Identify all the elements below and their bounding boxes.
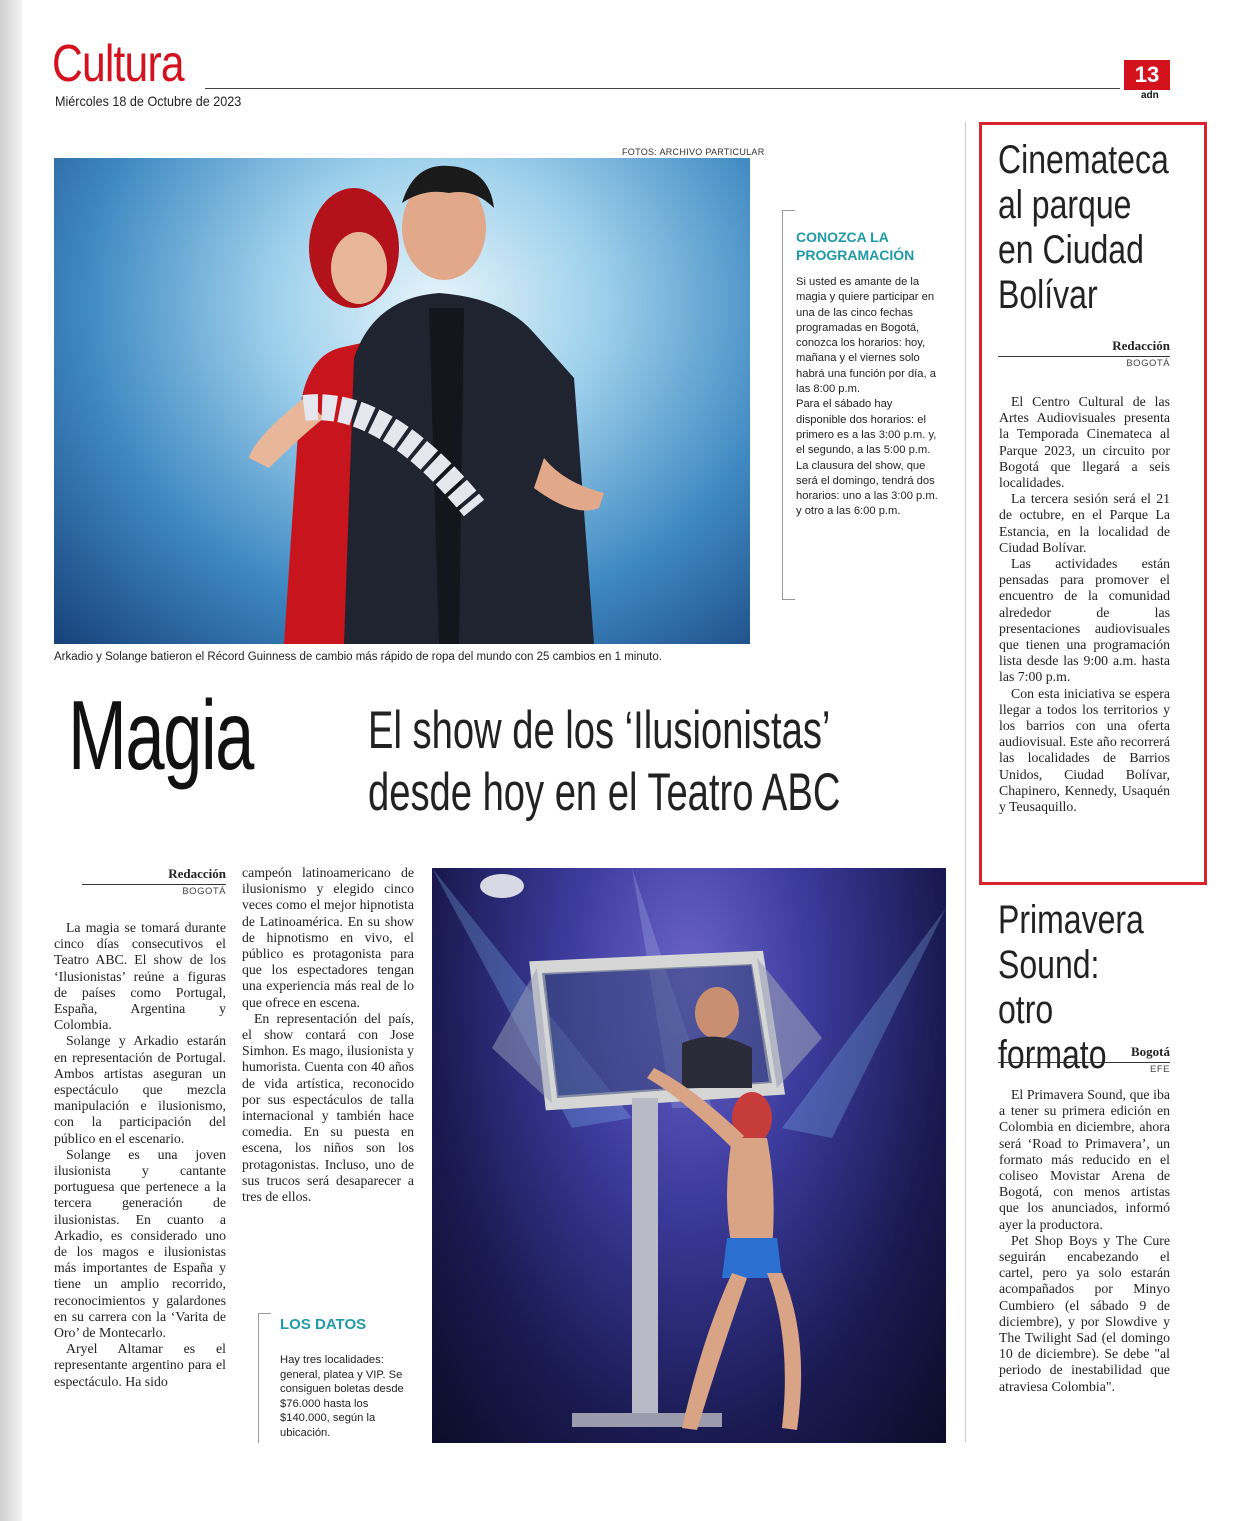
programacion-body: Si usted es amante de la magia y quiere participar en una de las cinco fechas programadas en Bogotá, conozca los horarios: hoy, mañana y el viernes solo habrá una función por día, a las 8:00 p.m. Para el sábado hay disponible dos horarios: el primero es a las 3:00 p.m. y, el segundo, a las 5:00 p.m. La clausura del show, que será el domingo, tendrá dos horarios: uno a las 3:00 p.m. y otro a las 6:00 p.m. <box>796 276 938 518</box>
byline-author: Redacción <box>1112 338 1170 353</box>
byline-location: BOGOTÁ <box>82 884 226 897</box>
issue-date: Miércoles 18 de Octubre de 2023 <box>55 93 242 109</box>
page-number-badge: 13 <box>1124 60 1170 90</box>
byline-author: Redacción <box>168 866 226 881</box>
header-rule <box>205 88 1120 89</box>
paragraph: Pet Shop Boys y The Cure seguirán encabezando el cartel, pero ya solo estarán acompañados por Minyo Cumbiero (el sábado 9 de diciembre), y por Slowdive y The Twilight Sad (el domingo 10 de diciembre). Se debe "al periodo de inestabilidad que atraviesa Colombia". <box>999 1232 1170 1394</box>
paragraph: El Centro Cultural de las Artes Audiovisuales presenta la Temporada Cinemateca al Parque 2023, un circuito por Bogotá que llegará a seis localidades. <box>999 394 1170 491</box>
paragraph: campeón latinoamericano de ilusionismo y elegido cinco veces como el mejor hipnotista de Latinoamérica. En su show de hipnotismo en vivo, el público es protagonista para que los espectadores tengan una experiencia más real de lo que ofrece en escena. <box>242 865 414 1010</box>
paragraph: El Primavera Sound, que iba a tener su primera edición en Colombia en diciembre, ahora será ‘Road to Primavera’, un formato más reducido en el coliseo Movistar Arena de Bogotá, con menos artistas que los anunciados, informó ayer la productora. <box>999 1087 1170 1232</box>
stage-illusion-photo <box>432 868 946 1443</box>
paragraph: Las actividades están pensadas para promover el encuentro de la comunidad alrededor de las presentaciones audiovisuales que tienen una programación lista desde las 9:00 a.m. hasta las 7:00 p.m. <box>999 556 1170 685</box>
column-divider <box>965 122 966 1442</box>
byline-author: Bogotá <box>1131 1044 1170 1059</box>
datos-body: Hay tres localidades: general, platea y VIP. Se consiguen boletas desde $76.000 hasta los $140.000, según la ubicación. <box>280 1354 404 1439</box>
cinemateca-byline <box>998 338 1170 369</box>
primavera-headline: Primavera Sound: otro formato <box>998 898 1144 1077</box>
paragraph: En representación del país, el show contará con Jose Simhon. Es mago, ilusionista y humorista. Cuenta con 40 años de vida artística, reconocido por sus espectáculos de talla internacional y también hace comedia. En su puesta en escena, los niños son los protagonistas. Incluso, uno de sus trucos será desaparecer a tres de ellos. <box>242 1010 414 1205</box>
frame-tick <box>259 1313 271 1314</box>
paragraph: Con esta iniciativa se espera llegar a todos los territorios y los barrios con una oferta audiovisual. Este año recorrerá las localidades de Barrios Unidos, Ciudad Bolívar, Chapinero, Kennedy, Usaquén y Teusaquillo. <box>999 685 1170 815</box>
brand-logo: adn <box>1141 90 1159 101</box>
paragraph: La tercera sesión será el 21 de octubre, en el Parque La Estancia, en la localidad de Ciudad Bolívar. <box>999 491 1170 555</box>
main-byline <box>82 866 226 897</box>
article-column-1 <box>54 920 226 1390</box>
primavera-body <box>999 1087 1170 1395</box>
frame-tick <box>783 599 795 600</box>
paragraph: Solange es una joven ilusionista y cantante portuguesa que pertenece a la tercera generación de ilusionistas. En cuanto a Arkadio, es considerado uno de los magos e ilusionistas más importantes de España y tiene un amplio recorrido, reconocimientos y galardones en su carrera con la ‘Varita de Oro’ de Montecarlo. <box>54 1146 226 1341</box>
datos-title: LOS DATOS <box>280 1316 367 1333</box>
photo-caption: Arkadio y Solange batieron el Récord Guinness de cambio más rápido de ropa del mundo con 25 cambios en 1 minuto. <box>54 651 662 663</box>
stage-illusion-illustration <box>432 868 946 1443</box>
magicians-portrait-photo <box>54 158 750 644</box>
article-kicker: Magia <box>68 680 253 790</box>
paragraph: Aryel Altamar es el representante argentino para el espectáculo. Ha sido <box>54 1341 226 1389</box>
cinemateca-body <box>999 394 1170 815</box>
cinemateca-headline: Cinemateca al parque en Ciudad Bolívar <box>998 138 1169 317</box>
frame-tick <box>783 210 795 211</box>
programacion-title: CONOZCA LA PROGRAMACIÓN <box>796 229 915 263</box>
section-title: Cultura <box>52 35 184 93</box>
page-edge-shadow <box>0 0 22 1521</box>
byline-location: EFE <box>998 1062 1170 1075</box>
paragraph: La magia se tomará durante cinco días consecutivos el Teatro ABC. El show de los ‘Ilusionistas’ reúne a figuras de países como Portugal, España, Argentina y Colombia. <box>54 920 226 1033</box>
paragraph: Solange y Arkadio estarán en representación de Portugal. Ambos artistas aseguran un espectáculo que mezcla manipulación e ilusionismo, con la participación del público en el escenario. <box>54 1033 226 1146</box>
article-headline: El show de los ‘Ilusionistas’ desde hoy en el Teatro ABC <box>368 701 841 822</box>
primavera-byline <box>998 1044 1170 1075</box>
photo-credit: FOTOS: ARCHIVO PARTICULAR <box>622 147 765 157</box>
byline-location: BOGOTÁ <box>998 356 1170 369</box>
article-column-2 <box>242 865 414 1205</box>
magicians-portrait-illustration <box>54 158 750 644</box>
